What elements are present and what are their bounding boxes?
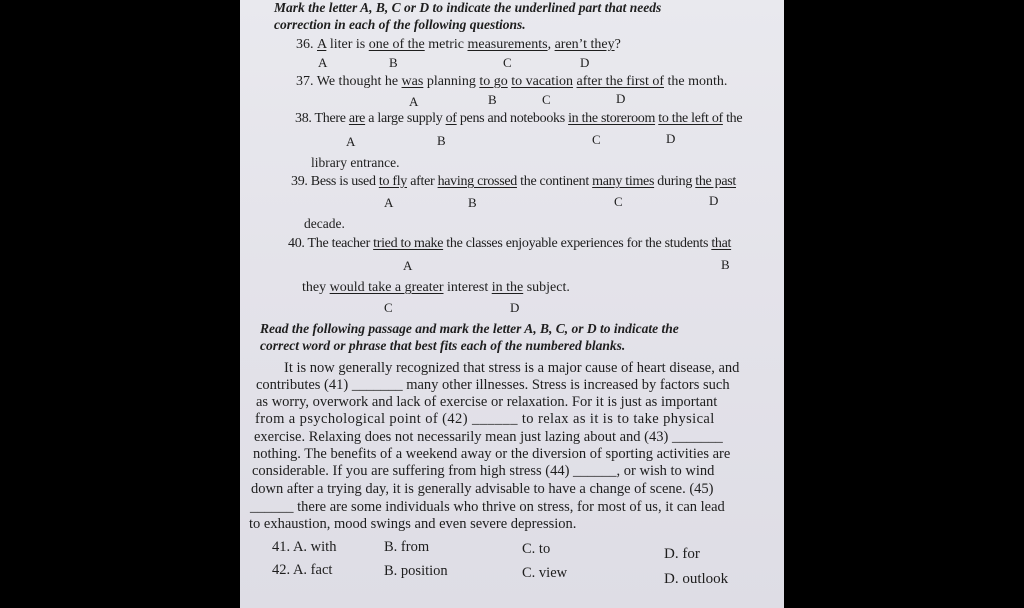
q39-label-d: D: [709, 193, 719, 208]
q38-label-a: A: [346, 134, 356, 149]
question-37: 37. We thought he was planning to go to vacation after the first of the month.: [296, 74, 728, 89]
q37-label-c: C: [542, 92, 551, 107]
question-39: 39. Bess is used to fly after having crossed the continent many times during the past: [291, 174, 737, 189]
passage-line: from a psychological point of (42) ______ to relax as it is to take physical: [255, 411, 715, 427]
passage-line: exercise. Relaxing does not necessarily mean just lazing about and (43) _______: [254, 429, 723, 445]
q40-label-a: A: [403, 258, 413, 273]
q40-label-d: D: [510, 300, 520, 315]
passage-line: to exhaustion, mood swings and even severe depression.: [249, 516, 577, 532]
section1-instruction-line2: correction in each of the following questions.: [274, 17, 526, 32]
q39-continuation: decade.: [304, 216, 345, 231]
q39-label-c: C: [614, 194, 623, 209]
q42-option-b: B. position: [384, 563, 448, 579]
q41-option-a: 41. A. with: [272, 539, 337, 555]
q37-label-b: B: [488, 92, 497, 107]
q36-label-b: B: [389, 55, 398, 70]
q41-option-d: D. for: [664, 546, 700, 562]
q38-label-d: D: [666, 131, 676, 146]
q37-label-a: A: [409, 94, 419, 109]
q40-label-c: C: [384, 300, 393, 315]
q36-label-a: A: [318, 55, 328, 70]
passage-line: down after a trying day, it is generally advisable to have a change of scene. (45): [251, 481, 714, 497]
question-40: 40. The teacher tried to make the classes enjoyable experiences for the students that: [288, 236, 732, 251]
section2-instruction-line1: Read the following passage and mark the letter A, B, C, or D to indicate the: [260, 321, 679, 336]
question-38: 38. There are a large supply of pens and notebooks in the storeroom to the left of the: [295, 111, 743, 126]
q38-continuation: library entrance.: [311, 155, 400, 170]
q40-continuation: they would take a greater interest in the subject.: [302, 280, 570, 295]
passage-line: contributes (41) _______ many other illnesses. Stress is increased by factors such: [256, 377, 730, 393]
q36-label-d: D: [580, 55, 590, 70]
q42-option-a: 42. A. fact: [272, 562, 333, 578]
passage-line: It is now generally recognized that stress is a major cause of heart disease, and: [284, 360, 740, 376]
passage-line: as worry, overwork and lack of exercise or relaxation. For it is just as important: [256, 394, 718, 410]
q42-option-c: C. view: [522, 565, 568, 581]
q39-label-b: B: [468, 195, 477, 210]
q41-option-b: B. from: [384, 539, 430, 555]
q36-label-c: C: [503, 55, 512, 70]
passage-line: nothing. The benefits of a weekend away or the diversion of sporting activities are: [253, 446, 731, 462]
q40-label-b: B: [721, 257, 730, 272]
question-36: 36. A liter is one of the metric measurements, aren’t they?: [296, 37, 621, 52]
q41-option-c: C. to: [522, 541, 551, 557]
q37-label-d: D: [616, 91, 626, 106]
q39-label-a: A: [384, 195, 394, 210]
passage-line: ______ there are some individuals who thrive on stress, for most of us, it can lead: [250, 499, 725, 515]
q38-label-b: B: [437, 133, 446, 148]
exam-page: [240, 0, 784, 608]
passage-line: considerable. If you are suffering from high stress (44) ______, or wish to wind: [252, 463, 715, 479]
section1-instruction-line1: Mark the letter A, B, C or D to indicate the underlined part that needs: [274, 0, 662, 15]
section2-instruction-line2: correct word or phrase that best fits each of the numbered blanks.: [260, 338, 626, 353]
q42-option-d: D. outlook: [664, 571, 729, 587]
q38-label-c: C: [592, 132, 601, 147]
